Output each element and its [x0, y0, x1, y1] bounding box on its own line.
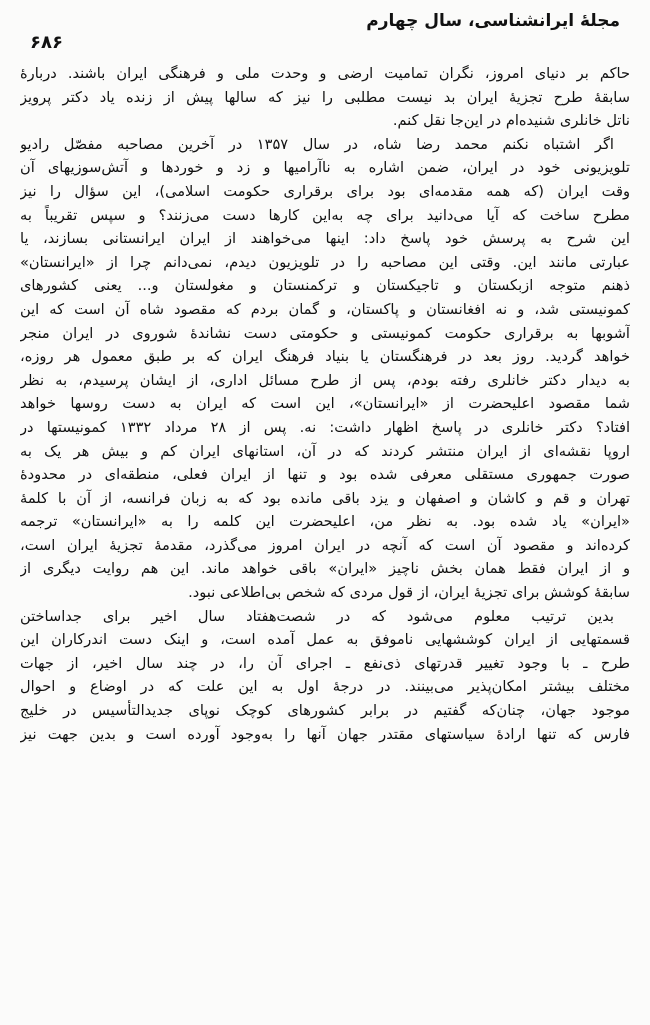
text-line: سابقهٔ طرح تجزیهٔ ایران بد نیست مطلبی را نیز که سالها پیش از زنده یاد دکتر پرویز [20, 88, 630, 106]
text-line: مطرح ساخت که آیا می‌دانید برای چه به‌این کارها دست می‌زنند؟ و سپس تقریباً به [20, 206, 630, 224]
running-head: مجلهٔ ایرانشناسی، سال چهارم [366, 11, 620, 31]
text-line: حاکم بر دنیای امروز، نگران تمامیت ارضی و وحدت ملی و فرهنگی ایران باشند. دربارهٔ [20, 65, 630, 82]
text-line: فارس که تنها ارادهٔ سیاستهای مقتدر جهان آنها را به‌وجود آورده است و بدین جهت نیز [20, 725, 630, 743]
text-line: و از ایران فقط همان بخش ناچیز «ایران» باقی خواهد ماند. این هم روایت دیگری از [20, 560, 630, 578]
text-line: سابقهٔ کوشش برای تجزیهٔ ایران، از قول مردی که شخص بی‌اطلاعی نبود. [188, 584, 630, 602]
text-line: طرح ـ با وجود تغییر قدرتهای ذی‌نفع ـ اجرای آن را، در چند سال اخیر، از جهات [20, 654, 630, 672]
text-line: کرده‌اند و مقصود آن است که آنچه در ایران امروز می‌گذرد، مقدمهٔ تجزیهٔ ایران است، [20, 536, 630, 554]
text-line: صورت جمهوری مستقلی معرفی شده بود و تنها از ایران فعلی، منطقه‌ای در محدودهٔ [20, 466, 630, 484]
text-line: کمونیستی شد، و نه افغانستان و پاکستان، و گمان بردم که مقصود شاه آن است که این [20, 300, 630, 318]
text-line: خواهد گردید. روز بعد در فرهنگستان یا بنیاد فرهنگ ایران که بر طبق معمول هر روزه، [20, 348, 630, 366]
text-line: بدین ترتیب معلوم می‌شود که در شصت‌هفتاد سال اخیر برای جداساختن [20, 607, 614, 625]
text-line: افتاد؟ دکتر خانلری در پاسخ اظهار داشت: نه. پس از ۲۸ مرداد ۱۳۳۲ کمونیستها در [20, 418, 630, 436]
text-line: به دیدار دکتر خانلری رفته بودم، پس از طرح مسائل اداری، از ایشان پرسیدم، به نظر [20, 371, 630, 389]
page-number: ۶۸۶ [30, 32, 63, 53]
text-line: عبارتی مانند این. وقتی این مصاحبه را در تلویزیون دیدم، نمی‌دانم چرا از «ایرانستان» [20, 253, 630, 271]
text-line: این شرح به پرسش خود پاسخ داد: اینها می‌خواهند از ایران ایرانستانی بسازند، یا [20, 230, 630, 248]
body-text [20, 62, 630, 746]
text-line: «ایران» یاد شده بود. به نظر من، اعلیحضرت این کلمه را به «ایرانستان» ترجمه [20, 513, 630, 531]
text-line: وقت ایران (که همه مقدمه‌ای بود برای برقراری حکومت اسلامی)، این سؤال را نیز [20, 182, 630, 200]
text-line: ناتل خانلری شنیده‌ام در این‌جا نقل کنم. [392, 112, 630, 130]
text-line: اگر اشتباه نکنم محمد رضا شاه، در سال ۱۳۵۷ در آخرین مصاحبه مفصّل رادیو [20, 135, 614, 153]
text-line: ذهنم متوجه ازبکستان و تاجیکستان و ترکمنستان و مغولستان و... یعنی کشورهای [20, 277, 630, 295]
text-line: قسمتهایی از ایران کوششهایی ناموفق به عمل آمده است، و اینک دست اندرکاران این [20, 631, 630, 649]
text-line: اروپا نقشه‌ای از ایران منتشر کردند که در آن، استانهای ایران کم و بیش هر یک به [20, 442, 630, 460]
text-line: موجود جهان، چنان‌که گفتیم در برابر کشورهای کوچک نوپای جدیدالتأسیس در خلیج [20, 702, 630, 720]
text-line: تلویزیونی خود در ایران، ضمن اشاره به ناآرامیها و زد و خوردها و آتش‌سوزیهای آن [20, 159, 630, 177]
text-line: آشوبها به برقراری حکومت کمونیستی و حکومتی دست نشاندهٔ شوروی در ایران منجر [20, 324, 630, 342]
text-line: تهران و قم و کاشان و اصفهان و یزد باقی مانده بود که به زبان فرانسه، از آن با کلمهٔ [20, 489, 630, 507]
text-line: شما مقصود اعلیحضرت از «ایرانستان»، این است که ایران به دست روسها خواهد [20, 395, 630, 413]
text-line: مختلف بیشتر امکان‌پذیر می‌بینند. در درجهٔ اول به این علت که در اوضاع و احوال [20, 678, 630, 696]
